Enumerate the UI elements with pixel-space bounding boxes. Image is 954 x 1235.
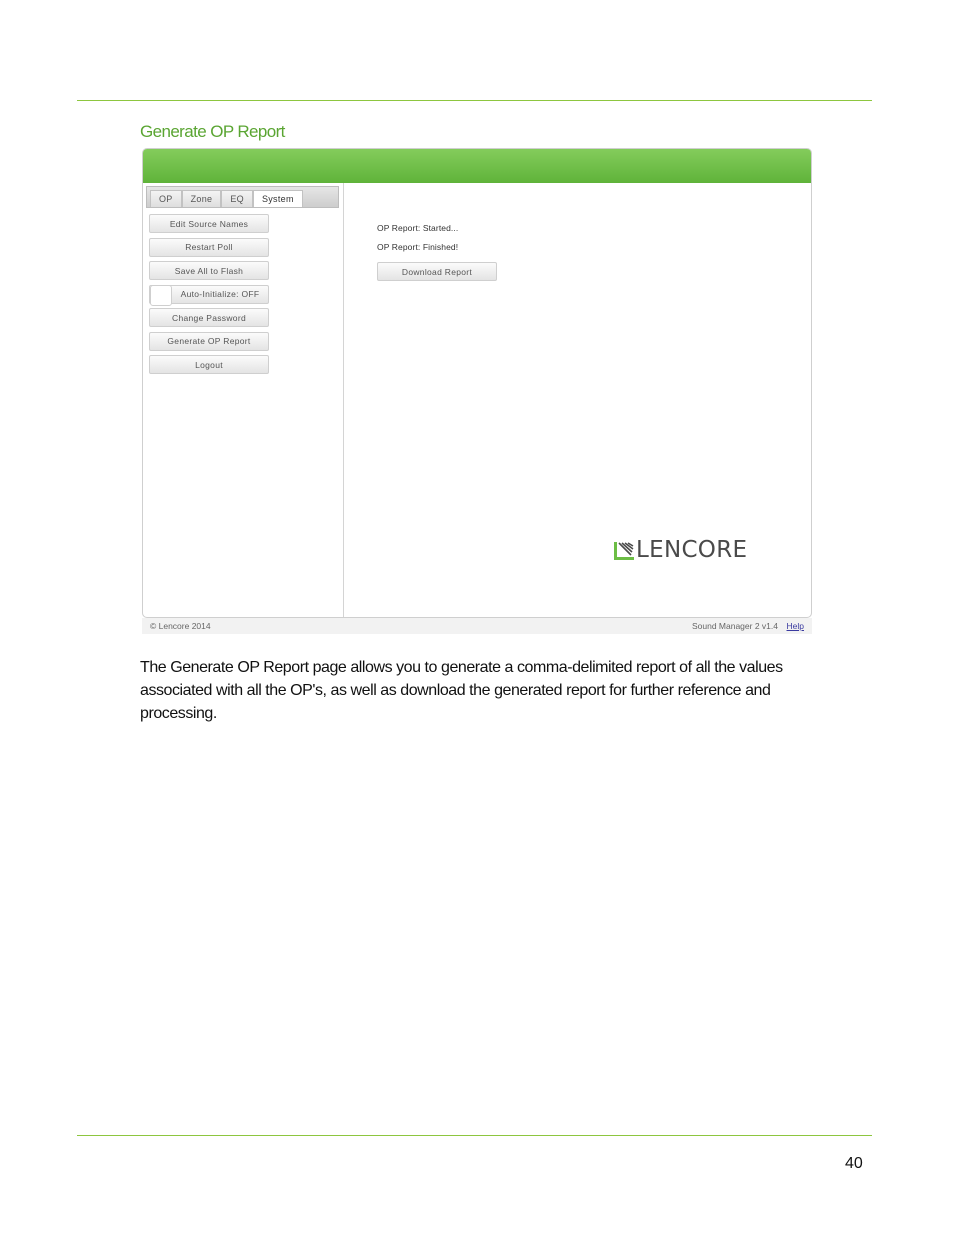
tab-zone[interactable]: Zone: [182, 190, 222, 207]
logo-text: LENCORE: [636, 537, 748, 563]
app-panel: [142, 148, 812, 618]
section-title: Generate OP Report: [140, 122, 285, 141]
save-all-to-flash-button[interactable]: Save All to Flash: [149, 261, 269, 280]
help-link[interactable]: Help: [786, 621, 804, 631]
page-number: 40: [845, 1155, 863, 1172]
edit-source-names-button[interactable]: Edit Source Names: [149, 214, 269, 233]
restart-poll-button[interactable]: Restart Poll: [149, 238, 269, 257]
body-paragraph: The Generate OP Report page allows you to generate a comma-delimited report of all the values associated with all the OP's, as well as download the generated report for further reference and processing.: [140, 659, 783, 722]
app-header-bar: [143, 149, 811, 183]
sidebar-buttons: [149, 214, 269, 379]
tab-eq[interactable]: EQ: [221, 190, 253, 207]
tab-bar: [146, 186, 339, 208]
sidebar: [143, 183, 344, 617]
tab-system[interactable]: System: [253, 190, 303, 207]
auto-initialize-label: Auto-Initialize: OFF: [180, 289, 260, 299]
top-rule: [77, 100, 872, 101]
version-text: Sound Manager 2 v1.4: [691, 621, 778, 631]
lencore-mark-icon: [614, 542, 634, 560]
tab-op[interactable]: OP: [150, 190, 182, 207]
app-footer: [142, 618, 812, 634]
download-report-button[interactable]: Download Report: [377, 262, 497, 281]
change-password-button[interactable]: Change Password: [149, 308, 269, 327]
main-content: [344, 183, 811, 617]
logout-button[interactable]: Logout: [149, 355, 269, 374]
status-started: OP Report: Started...: [377, 223, 459, 233]
status-finished: OP Report: Finished!: [377, 242, 459, 252]
bottom-rule: [77, 1135, 872, 1136]
lencore-logo: [614, 539, 747, 562]
generate-op-report-button[interactable]: Generate OP Report: [149, 332, 269, 351]
app-screenshot: [142, 148, 812, 634]
copyright-text: © Lencore 2014: [150, 621, 211, 631]
auto-initialize-toggle[interactable]: [149, 285, 269, 304]
toggle-switch[interactable]: [150, 285, 172, 306]
